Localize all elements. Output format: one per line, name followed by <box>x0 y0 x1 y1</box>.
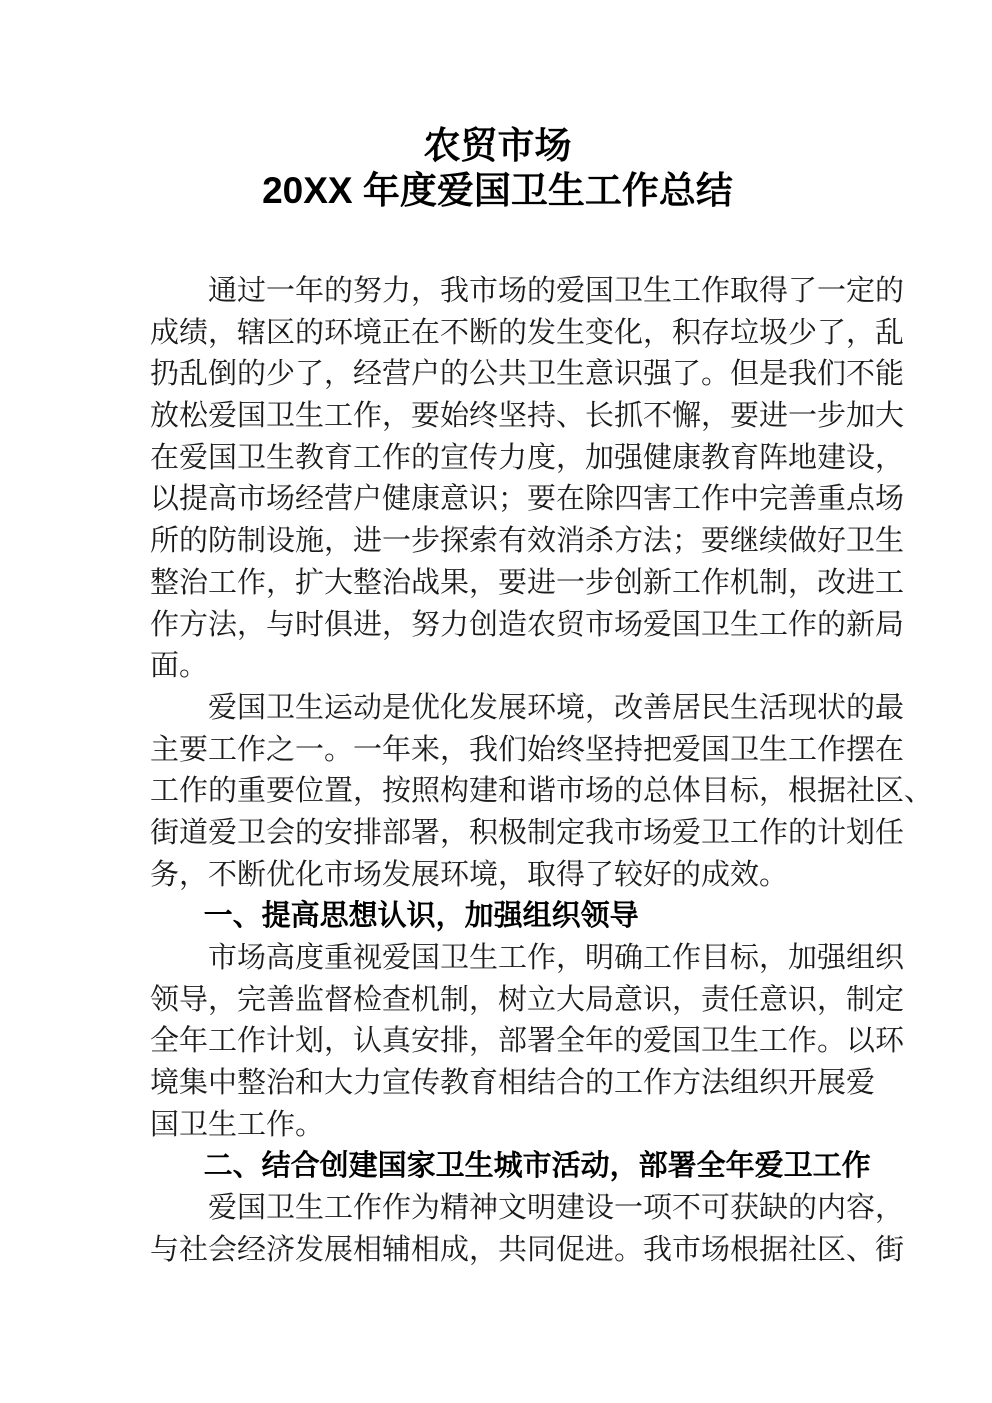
paragraph <box>150 1188 905 1271</box>
text-line: 工作的重要位置，按照构建和谐市场的总体目标，根据社区、 <box>150 775 934 808</box>
document-title-line-2: 20XX 年度爱国卫生工作总结 <box>262 170 733 211</box>
text-line: 街道爱卫会的安排部署，积极制定我市场爱卫工作的计划任 <box>150 816 905 849</box>
section-heading: 二、结合创建国家卫生城市活动，部署全年爱卫工作 <box>203 1150 871 1183</box>
text-line: 面。 <box>150 650 209 683</box>
text-line: 境集中整治和大力宣传教育相结合的工作方法组织开展爱 <box>150 1067 876 1100</box>
paragraph <box>150 688 934 896</box>
section-heading: 一、提高思想认识，加强组织领导 <box>203 900 639 933</box>
text-line: 通过一年的努力，我市场的爱国卫生工作取得了一定的 <box>208 275 905 307</box>
text-line: 务，不断优化市场发展环境，取得了较好的成效。 <box>150 858 789 891</box>
text-line: 与社会经济发展相辅相成，共同促进。我市场根据社区、街 <box>150 1233 905 1266</box>
text-line: 领导，完善监督检查机制，树立大局意识，责任意识，制定 <box>150 983 905 1016</box>
paragraph <box>150 271 905 688</box>
document-title <box>150 123 845 213</box>
text-line: 全年工作计划，认真安排，部署全年的爱国卫生工作。以环 <box>150 1025 905 1058</box>
text-line: 市场高度重视爱国卫生工作，明确工作目标，加强组织 <box>208 942 905 974</box>
text-line: 放松爱国卫生工作，要始终坚持、长抓不懈，要进一步加大 <box>150 400 905 433</box>
text-line: 爱国卫生工作作为精神文明建设一项不可获缺的内容， <box>208 1192 905 1225</box>
text-line: 扔乱倒的少了，经营户的公共卫生意识强了。但是我们不能 <box>150 358 905 391</box>
text-line: 爱国卫生运动是优化发展环境，改善居民生活现状的最 <box>208 691 905 724</box>
document-title-line-1: 农贸市场 <box>423 125 572 166</box>
text-line: 成绩，辖区的环境正在不断的发生变化，积存垃圾少了，乱 <box>150 316 905 349</box>
text-line: 国卫生工作。 <box>150 1108 325 1141</box>
text-line: 在爱国卫生教育工作的宣传力度，加强健康教育阵地建设， <box>150 441 905 474</box>
text-line: 所的防制设施，进一步探索有效消杀方法；要继续做好卫生 <box>150 525 905 558</box>
text-line: 主要工作之一。一年来，我们始终坚持把爱国卫生工作摆在 <box>150 733 905 766</box>
text-line: 整治工作，扩大整治战果，要进一步创新工作机制，改进工 <box>150 566 905 599</box>
text-line: 以提高市场经营户健康意识；要在除四害工作中完善重点场 <box>150 483 905 516</box>
paragraph <box>150 938 905 1146</box>
document-body <box>150 271 934 1272</box>
text-line: 作方法，与时俱进，努力创造农贸市场爱国卫生工作的新局 <box>150 608 905 641</box>
